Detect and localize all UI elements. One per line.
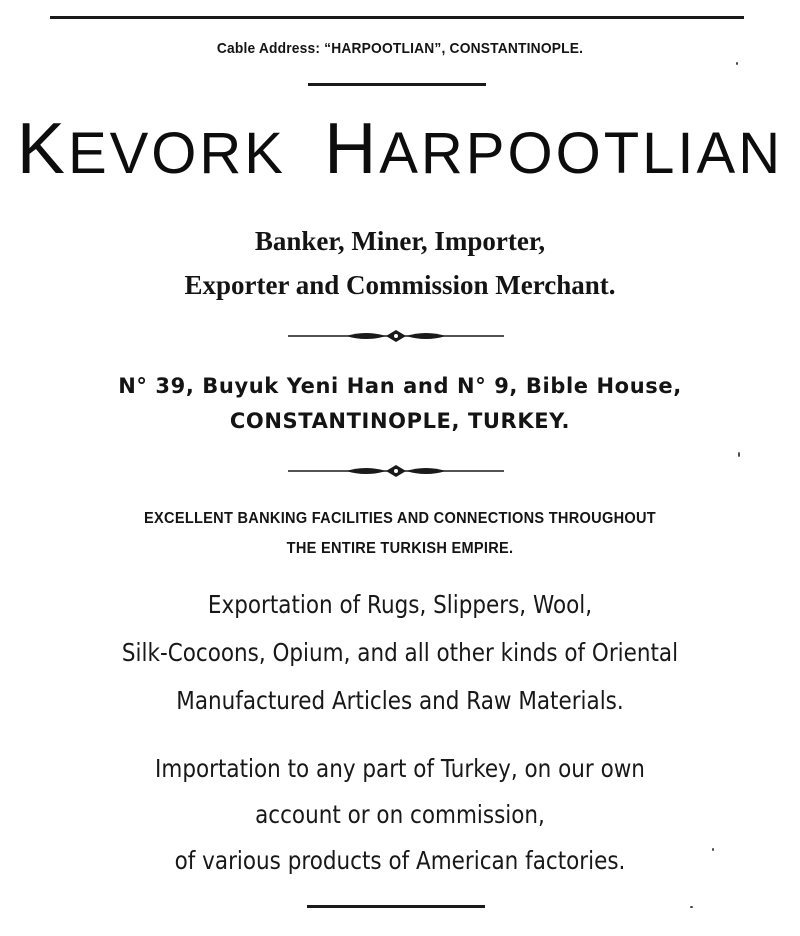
ornament-divider-icon	[288, 329, 504, 343]
print-speck	[736, 62, 738, 65]
occupation-line-1: Banker, Miner, Importer,	[254, 226, 546, 256]
name-first-rest: EVORK	[67, 121, 286, 186]
importation-line-1: Importation to any part of Turkey, on our own	[155, 754, 645, 783]
name-last-initial: H	[324, 109, 380, 189]
importation-line-3: of various products of American factories.	[174, 846, 626, 875]
bottom-rule	[307, 905, 485, 908]
importation-line-2: account or on commission,	[255, 800, 545, 829]
header-divider	[308, 83, 486, 86]
ornament-divider-icon	[288, 464, 504, 478]
banking-line-1: EXCELLENT BANKING FACILITIES AND CONNECTIONS THROUGHOUT	[144, 510, 656, 527]
name-first-initial: K	[16, 109, 68, 189]
banking-line-2: THE ENTIRE TURKISH EMPIRE.	[286, 540, 514, 557]
name-last-rest: ARPOOTLIAN	[379, 121, 784, 186]
print-speck	[738, 452, 740, 457]
print-speck	[712, 848, 714, 851]
print-speck	[690, 906, 693, 908]
occupation-line-2: Exporter and Commission Merchant.	[184, 270, 616, 300]
exportation-line-3: Manufactured Articles and Raw Materials.	[176, 686, 624, 715]
exportation-line-1: Exportation of Rugs, Slippers, Wool,	[207, 590, 593, 619]
cable-address: Cable Address: “HARPOOTLIAN”, CONSTANTINOPLE.	[216, 40, 584, 57]
address-line-2: CONSTANTINOPLE, TURKEY.	[229, 409, 571, 433]
merchant-name	[0, 108, 800, 190]
top-rule	[50, 16, 744, 19]
address-line-1: N° 39, Buyuk Yeni Han and N° 9, Bible House,	[118, 374, 682, 398]
exportation-line-2: Silk-Cocoons, Opium, and all other kinds of Oriental	[121, 638, 679, 667]
